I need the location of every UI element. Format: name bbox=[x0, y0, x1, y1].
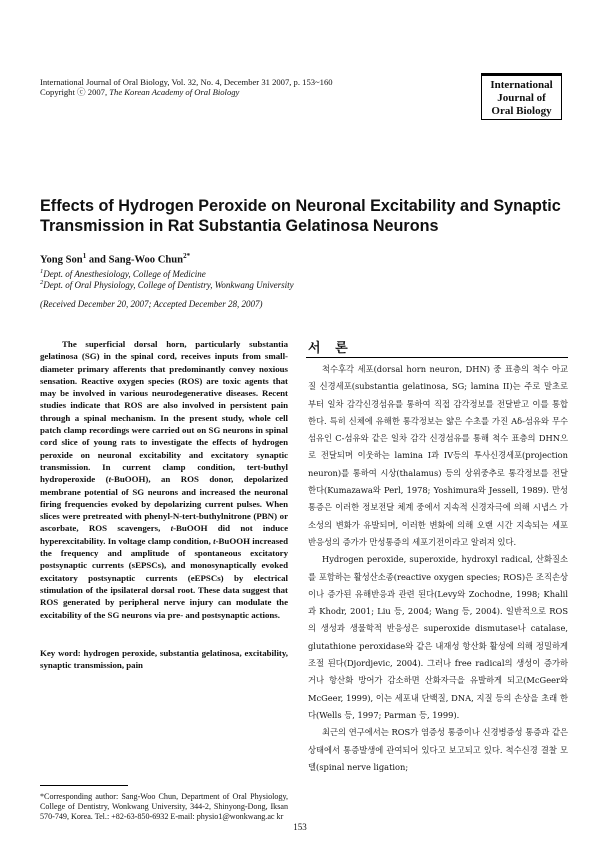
page-number: 153 bbox=[293, 822, 307, 832]
affiliation-1-text: Dept. of Anesthesiology, College of Medicine bbox=[43, 269, 206, 279]
section-heading: 서 론 bbox=[308, 341, 353, 356]
body-text bbox=[308, 361, 568, 776]
copyright-prefix: Copyright bbox=[40, 87, 78, 97]
keywords: Key word: hydrogen peroxide, substantia gelatinosa, excitability, synaptic transmission, pain bbox=[40, 648, 288, 671]
journal-box-line3: Oral Biology bbox=[491, 105, 552, 117]
footnote-rule bbox=[40, 785, 128, 786]
abstract bbox=[40, 338, 288, 621]
affiliation-2-mark: 2 bbox=[40, 279, 44, 286]
body-paragraph-2: Hydrogen peroxide, superoxide, hydroxyl radical, 산화질소를 포함하는 활성산소종(reactive oxygen species; ROS)은 조직손상이나 증가된 유해반응과 관련 된다(Levy와 Zochodne, 1998; Khalil과 Khodr, 2001; Liu 등, 2004; Wang 등, 2004). 일반적으로 ROS의 생성과 생물학적 반응성은 superoxide dismutase나 catalase, glutathione peroxidase와 같은 내재성 항산화 활성에 의해 정밀하게 조절 된다(Djordjevic, 2004). 그러나 free radical의 생성이 증가하거나 항산화 방어가 감소하면 산화자극을 유발하게 되고(McGeer와 McGeer, 1999), 이는 세포내 단백질, DNA, 지질 등의 손상을 초래 한다(Wells 등, 1997; Parman 등, 1999). bbox=[308, 554, 568, 720]
section-rule bbox=[306, 357, 568, 358]
abstract-ital-1: t bbox=[108, 474, 112, 485]
copyright-year: 2007, bbox=[85, 87, 110, 97]
author-1: Yong Son bbox=[40, 254, 83, 266]
journal-citation: International Journal of Oral Biology, Vol. 32, No. 4, December 31 2007, p. 153~160 bbox=[40, 77, 333, 87]
journal-box-line1: International bbox=[490, 79, 553, 91]
paper-title bbox=[40, 196, 570, 236]
copyright-line bbox=[40, 87, 239, 97]
journal-box-line2: Journal of bbox=[497, 92, 546, 104]
body-paragraph-1: 척수후각 세포(dorsal horn neuron, DHN) 중 표층의 척수 아교질 신경세포(substantia gelatinosa, SG; lamina II)는 주로 말초로부터 일차 감각신경섬유를 통하여 직접 감각정보를 전달받고 이를 통합한다. 특히 신체에 유해한 통각정보는 얇은 수초를 가진 Aδ-섬유와 무수 섬유인 C-섬유와 같은 일차 감각 신경섬유를 통해 척수 표층의 DHN으로 전달되며 이웃하는 lamina I과 IV등의 투사신경세포(projection neuron)를 통하여 시상(thalamus) 등의 상위중추로 통각정보를 전달한다(Kumazawa와 Perl, 1978; Yoshimura와 Jessell, 1989). 만성통증은 이러한 정보전달 체계 중에서 지속적 신경자극에 의해 시냅스 가소성의 변화가 유발되며, 이러한 변화에 의해 오랜 시간 지속되는 세포 반응성의 증가가 만성통증의 세포기전이라고 알려져 있다. bbox=[308, 364, 568, 547]
abstract-text-4: -BuOOH increased the frequency and amplitude of spontaneous excitatory postsynaptic currents (sEPSCs), and monosynaptically evoked excitatory postsynaptic currents (eEPSCs) by electrical stimulation of the ipsilateral dorsal root. These data suggest that ROS generated by peripheral nerve injury can modulate the excitability of the SG neurons via pre- and postsynaptic actions. bbox=[40, 535, 288, 620]
author-joiner: and Sang-Woo Chun bbox=[86, 254, 184, 266]
copyright-org: The Korean Academy of Oral Biology bbox=[109, 87, 240, 97]
abstract-ital-2: t bbox=[170, 523, 174, 534]
body-paragraph-3: 최근의 연구에서는 ROS가 염증성 통증이나 신경병증성 통증과 같은 상태에서 통증발생에 관여되어 있다고 보고되고 있다. 척수신경 결찰 모델(spinal nerve ligation; bbox=[308, 727, 568, 772]
affiliation-1-mark: 1 bbox=[40, 268, 44, 275]
affiliation-2-text: Dept. of Oral Physiology, College of Dentistry, Wonkwang University bbox=[43, 280, 294, 290]
title-line-2: Transmission in Rat Substantia Gelatinosa Neurons bbox=[40, 217, 439, 235]
author-list bbox=[40, 252, 190, 266]
abstract-ital-3: t bbox=[213, 535, 216, 546]
abstract-text-1: The superficial dorsal horn, particularly substantia gelatinosa (SG) in the spinal cord, receives inputs from small-diameter primary afferents that predominantly convey noxious sensation. Reactive oxygen species (ROS) are toxic agents that may be involved in various neurodegenerative diseases. Recent studies indicate that ROS are also involved in persistent pain through a spinal mechanism. In the present study, whole cell patch clamp recordings were carried out on SG neurons in spinal cord slice of young rats to investigate the effects of hydrogen peroxide on neuronal excitability and excitatory synaptic transmission. In current clamp condition, tert-buthyl hydroperoxide ( bbox=[40, 339, 288, 485]
copyright-symbol: ⓒ bbox=[77, 87, 86, 97]
received-dates: (Received December 20, 2007; Accepted December 28, 2007) bbox=[40, 299, 263, 309]
title-line-1: Effects of Hydrogen Peroxide on Neuronal Excitability and Synaptic bbox=[40, 197, 561, 215]
journal-box bbox=[481, 73, 562, 120]
abstract-text-3: -BuOOH did not induce hyperexcitability. In voltage clamp condition, bbox=[40, 523, 288, 546]
journal-box-bar bbox=[481, 73, 562, 76]
author-2-mark: 2* bbox=[183, 252, 191, 260]
author-1-mark: 1 bbox=[82, 252, 87, 260]
affiliation-2 bbox=[40, 277, 294, 291]
corresponding-author-footnote: *Corresponding author: Sang-Woo Chun, Department of Oral Physiology, College of Dentistry, Wonkwang University, 344-2, Shinyong-Dong, Iksan 570-749, Korea. Tel.: +82-63-850-6932 E-mail: physio1@wonkwang.ac kr bbox=[40, 792, 288, 822]
abstract-text-2: -BuOOH), an ROS donor, depolarized membrane potential of SG neurons and increased the neuronal firing frequencies evoked by depolarizing current pulses. When slices were pretreated with phenyl-N-tert-buthylnitrone (PBN) or ascorbate, ROS scavengers, bbox=[40, 474, 288, 534]
